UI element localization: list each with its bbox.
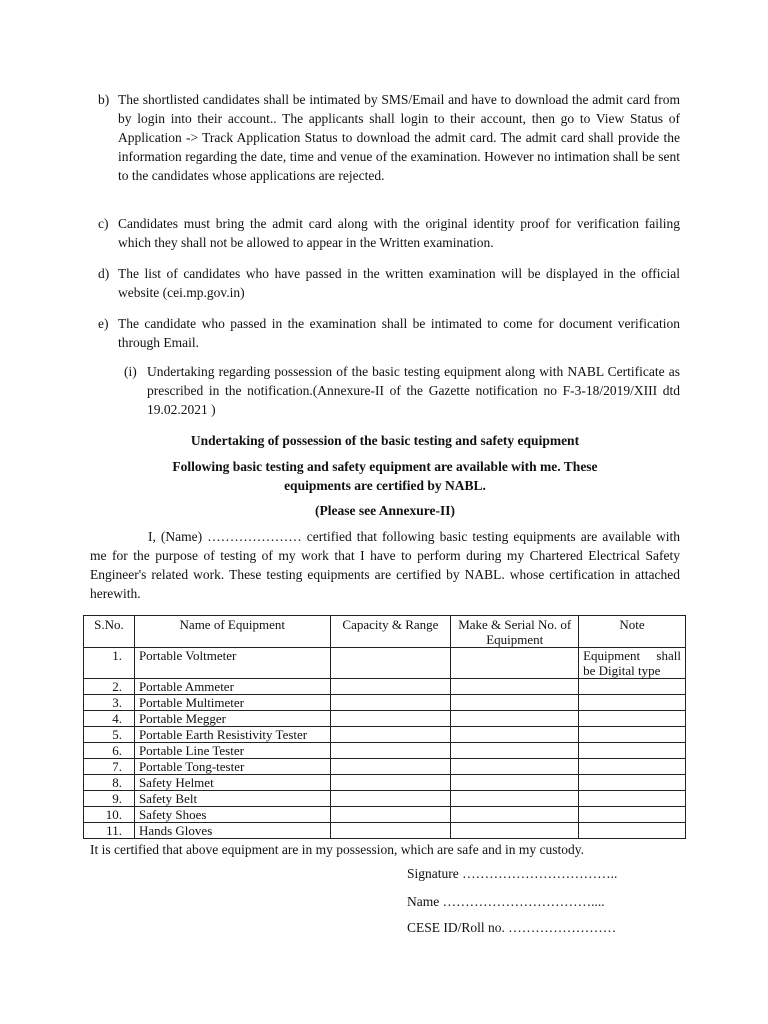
cell-note xyxy=(579,759,686,775)
list-item-text: Candidates must bring the admit card along with the original identity proof for verification failing which they shall not be allowed to appear in the Written examination. xyxy=(118,216,680,250)
cell-sno: 1. xyxy=(84,648,135,679)
cell-capacity xyxy=(330,807,451,823)
table-row xyxy=(84,679,686,695)
cell-note xyxy=(579,823,686,839)
cell-note xyxy=(579,711,686,727)
column-header-sno: S.No. xyxy=(84,616,135,648)
cell-note xyxy=(579,791,686,807)
cell-capacity xyxy=(330,759,451,775)
cell-equipment-name: Portable Earth Resistivity Tester xyxy=(134,727,330,743)
table-row xyxy=(84,791,686,807)
list-item-e xyxy=(98,314,680,352)
cell-note xyxy=(579,679,686,695)
list-item-text: The candidate who passed in the examination shall be intimated to come for document verification through Email. xyxy=(118,316,680,350)
table-row xyxy=(84,775,686,791)
table-row xyxy=(84,711,686,727)
cell-note xyxy=(579,695,686,711)
cell-sno: 6. xyxy=(84,743,135,759)
list-item-label: d) xyxy=(98,266,110,281)
cell-make-serial xyxy=(451,791,579,807)
cell-note xyxy=(579,807,686,823)
cell-make-serial xyxy=(451,775,579,791)
cell-sno: 9. xyxy=(84,791,135,807)
cell-equipment-name: Portable Multimeter xyxy=(134,695,330,711)
declaration-paragraph: I, (Name) ………………… certified that following basic testing equipments are available with me for the purpose of testing of my work that I have to perform during my Chartered Electrical Safety Engineer's related work. These testing equipments are certified by NABL. whose certification in attached herewith. xyxy=(90,529,680,601)
cell-equipment-name: Hands Gloves xyxy=(134,823,330,839)
sub-item-i xyxy=(124,362,680,419)
list-item-text: The list of candidates who have passed in the written examination will be displayed in the official website (cei.mp.gov.in) xyxy=(118,266,680,300)
cell-capacity xyxy=(330,743,451,759)
cell-note xyxy=(579,727,686,743)
equipment-subheading: Following basic testing and safety equipment are available with me. These equipments are certified by NABL. xyxy=(172,459,598,493)
cell-make-serial xyxy=(451,695,579,711)
cell-capacity xyxy=(330,791,451,807)
table-row xyxy=(84,823,686,839)
cell-note xyxy=(579,775,686,791)
cell-equipment-name: Safety Belt xyxy=(134,791,330,807)
cell-make-serial xyxy=(451,743,579,759)
cell-sno: 7. xyxy=(84,759,135,775)
cell-capacity xyxy=(330,711,451,727)
undertaking-heading: Undertaking of possession of the basic testing and safety equipment xyxy=(190,433,580,448)
table-row xyxy=(84,743,686,759)
cell-capacity xyxy=(330,823,451,839)
cell-equipment-name: Portable Ammeter xyxy=(134,679,330,695)
table-row xyxy=(84,727,686,743)
cell-equipment-name: Safety Helmet xyxy=(134,775,330,791)
column-header-make-serial: Make & Serial No. of Equipment xyxy=(451,616,579,648)
list-item-d xyxy=(98,264,680,302)
table-row xyxy=(84,648,686,679)
cell-sno: 2. xyxy=(84,679,135,695)
column-header-capacity: Capacity & Range xyxy=(330,616,451,648)
table-header-row xyxy=(84,616,686,648)
cell-equipment-name: Portable Megger xyxy=(134,711,330,727)
cell-make-serial xyxy=(451,823,579,839)
cell-sno: 10. xyxy=(84,807,135,823)
cell-equipment-name: Portable Voltmeter xyxy=(134,648,330,679)
cell-capacity xyxy=(330,695,451,711)
list-item-b xyxy=(98,90,680,185)
cell-note: Equipment shall be Digital type xyxy=(579,648,686,679)
cell-capacity xyxy=(330,679,451,695)
cell-sno: 8. xyxy=(84,775,135,791)
equipment-table xyxy=(83,615,686,839)
sub-item-label: (i) xyxy=(124,364,137,379)
cell-equipment-name: Safety Shoes xyxy=(134,807,330,823)
cese-id-line: CESE ID/Roll no. …………………… xyxy=(407,920,617,935)
cell-make-serial xyxy=(451,727,579,743)
cell-make-serial xyxy=(451,807,579,823)
cell-make-serial xyxy=(451,648,579,679)
cell-equipment-name: Portable Tong-tester xyxy=(134,759,330,775)
list-item-label: e) xyxy=(98,316,109,331)
name-line: Name …………………………….... xyxy=(407,894,605,909)
cell-sno: 11. xyxy=(84,823,135,839)
signature-line: Signature …………………………….. xyxy=(407,866,618,881)
table-row xyxy=(84,695,686,711)
list-item-c xyxy=(98,214,680,252)
cell-sno: 5. xyxy=(84,727,135,743)
annexure-reference: (Please see Annexure-II) xyxy=(315,503,455,518)
cell-make-serial xyxy=(451,759,579,775)
cell-capacity xyxy=(330,648,451,679)
table-row xyxy=(84,807,686,823)
cell-sno: 4. xyxy=(84,711,135,727)
table-row xyxy=(84,759,686,775)
sub-item-text: Undertaking regarding possession of the basic testing equipment along with NABL Certificate as prescribed in the notification.(Annexure-II of the Gazette notification no F-3-18/2019/XIII dtd 19.02.2021 ) xyxy=(147,364,680,417)
cell-sno: 3. xyxy=(84,695,135,711)
cell-make-serial xyxy=(451,711,579,727)
cell-capacity xyxy=(330,727,451,743)
cell-note xyxy=(579,743,686,759)
cell-make-serial xyxy=(451,679,579,695)
list-item-text: The shortlisted candidates shall be intimated by SMS/Email and have to download the admit card from by login into their account.. The applicants shall login to their account, then go to View Status of Application -> Track Application Status to download the admit card. The admit card shall provide the information regarding the date, time and venue of the examination. However no intimation shall be sent to the candidates whose applications are rejected. xyxy=(118,92,680,183)
column-header-note: Note xyxy=(579,616,686,648)
cell-equipment-name: Portable Line Tester xyxy=(134,743,330,759)
certification-statement: It is certified that above equipment are in my possession, which are safe and in my custody. xyxy=(90,842,584,857)
column-header-name: Name of Equipment xyxy=(134,616,330,648)
list-item-label: c) xyxy=(98,216,109,231)
list-item-label: b) xyxy=(98,92,110,107)
cell-capacity xyxy=(330,775,451,791)
